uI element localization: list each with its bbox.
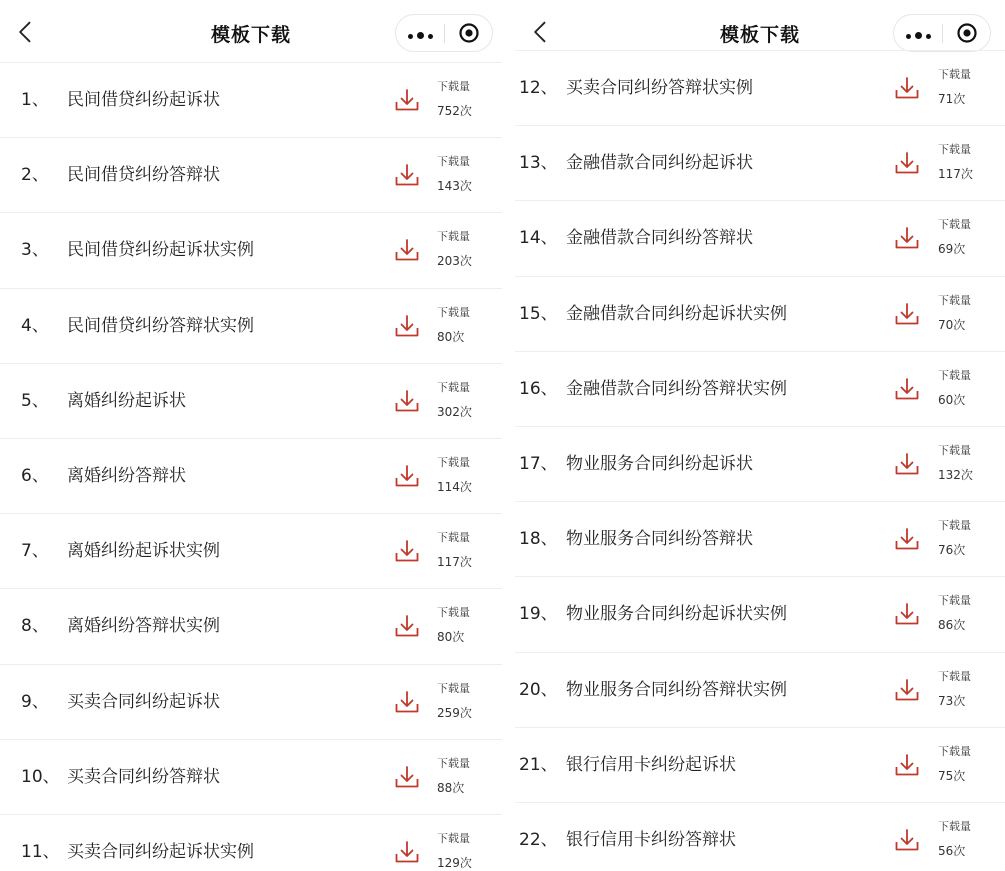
download-count-value: 132次: [938, 467, 973, 482]
more-button[interactable]: [396, 15, 444, 51]
download-count-value: 80次: [437, 630, 465, 645]
download-icon: [893, 676, 921, 704]
download-count: [938, 293, 998, 334]
download-count: [938, 819, 998, 860]
download-count-label: 下载量: [437, 155, 470, 169]
download-count: [437, 756, 497, 797]
download-icon: [393, 537, 421, 565]
download-count: [938, 518, 998, 559]
item-index: 2、: [21, 165, 49, 186]
download-count-label: 下载量: [938, 443, 971, 457]
download-icon: [393, 312, 421, 340]
item-name: 离婚纠纷起诉状: [67, 390, 186, 411]
download-button[interactable]: [893, 525, 921, 553]
download-count: [437, 530, 497, 571]
download-button[interactable]: [893, 450, 921, 478]
download-count: [437, 305, 497, 346]
list-item[interactable]: [515, 802, 1005, 871]
download-icon: [893, 375, 921, 403]
download-count-label: 下载量: [437, 756, 470, 770]
download-count-value: 86次: [938, 618, 966, 633]
download-count-value: 60次: [938, 392, 966, 407]
download-button[interactable]: [893, 149, 921, 177]
item-index: 8、: [21, 616, 49, 637]
download-count: [938, 368, 998, 409]
item-name: 离婚纠纷起诉状实例: [67, 541, 220, 562]
download-button[interactable]: [393, 161, 421, 189]
download-count-label: 下载量: [437, 305, 470, 319]
download-count-label: 下载量: [437, 455, 470, 469]
item-index: 11、: [21, 841, 60, 862]
item-name: 离婚纠纷答辩状: [67, 465, 186, 486]
download-count: [437, 380, 497, 421]
download-count-label: 下载量: [938, 519, 971, 533]
item-index: 12、: [519, 78, 558, 98]
target-icon: [458, 22, 480, 44]
download-icon: [893, 600, 921, 628]
list-item[interactable]: [515, 125, 1005, 200]
download-count-value: 88次: [437, 780, 465, 795]
item-index: 20、: [519, 679, 558, 700]
download-button[interactable]: [893, 74, 921, 102]
download-count-value: 56次: [938, 843, 966, 858]
item-name: 买卖合同纠纷答辩状实例: [566, 78, 753, 98]
download-count: [437, 154, 497, 195]
list-item[interactable]: [0, 588, 502, 663]
more-dots-icon: [406, 24, 435, 43]
item-name: 金融借款合同纠纷答辩状实例: [566, 378, 787, 399]
download-count-label: 下载量: [437, 531, 470, 545]
item-name: 物业服务合同纠纷起诉状实例: [566, 604, 787, 625]
download-count-label: 下载量: [437, 230, 470, 244]
download-count-label: 下载量: [437, 606, 470, 620]
item-index: 4、: [21, 315, 49, 336]
list-item[interactable]: [0, 212, 502, 287]
item-index: 21、: [519, 754, 558, 775]
download-icon: [393, 387, 421, 415]
download-icon: [393, 86, 421, 114]
download-button[interactable]: [393, 86, 421, 114]
list-item[interactable]: [515, 276, 1005, 351]
download-button[interactable]: [393, 387, 421, 415]
list-item[interactable]: [515, 652, 1005, 727]
download-button[interactable]: [893, 826, 921, 854]
download-button[interactable]: [393, 537, 421, 565]
more-button[interactable]: [894, 15, 942, 51]
download-count: [437, 605, 497, 646]
item-index: 1、: [21, 90, 49, 110]
download-count: [938, 443, 998, 484]
list-item[interactable]: [515, 200, 1005, 275]
download-button[interactable]: [393, 688, 421, 716]
nav-bar: [0, 0, 502, 64]
panel-gap: [502, 0, 515, 871]
item-index: 17、: [519, 453, 558, 474]
download-icon: [393, 236, 421, 264]
download-button[interactable]: [893, 300, 921, 328]
item-index: 22、: [519, 829, 558, 850]
item-name: 买卖合同纠纷答辩状: [67, 766, 220, 787]
download-count-label: 下载量: [938, 669, 971, 683]
download-count-value: 73次: [938, 693, 966, 708]
list-item[interactable]: [0, 513, 502, 588]
item-name: 民间借贷纠纷起诉状: [67, 90, 220, 110]
list-item[interactable]: [0, 62, 502, 137]
download-count-value: 129次: [437, 855, 472, 870]
item-index: 19、: [519, 604, 558, 625]
item-index: 18、: [519, 529, 558, 550]
download-button[interactable]: [393, 763, 421, 791]
download-count-value: 70次: [938, 317, 966, 332]
download-button[interactable]: [393, 236, 421, 264]
download-count-label: 下载量: [437, 681, 470, 695]
download-count-value: 117次: [938, 167, 973, 182]
download-count: [437, 455, 497, 496]
item-index: 14、: [519, 228, 558, 249]
download-count: [938, 593, 998, 634]
download-count: [938, 142, 998, 183]
download-count-label: 下载量: [938, 744, 971, 758]
download-icon: [893, 525, 921, 553]
download-count: [437, 79, 497, 120]
item-index: 9、: [21, 691, 49, 712]
download-count-value: 203次: [437, 254, 472, 269]
download-count: [437, 831, 497, 871]
item-name: 金融借款合同纠纷答辩状: [566, 228, 753, 249]
item-index: 15、: [519, 303, 558, 324]
download-count-label: 下载量: [938, 68, 971, 81]
download-count-value: 69次: [938, 242, 966, 257]
download-icon: [893, 826, 921, 854]
item-name: 民间借贷纠纷答辩状: [67, 165, 220, 186]
download-icon: [893, 149, 921, 177]
list-item[interactable]: [515, 426, 1005, 501]
item-name: 民间借贷纠纷答辩状实例: [67, 315, 254, 336]
list-item[interactable]: [515, 501, 1005, 576]
capsule-menu: [395, 14, 493, 52]
list-item[interactable]: [0, 814, 502, 871]
download-count-value: 302次: [437, 404, 472, 419]
download-icon: [393, 462, 421, 490]
item-index: 7、: [21, 541, 49, 562]
target-icon: [956, 22, 978, 44]
download-icon: [393, 763, 421, 791]
download-count-value: 117次: [437, 555, 472, 570]
download-icon: [893, 224, 921, 252]
template-list: [515, 50, 1005, 871]
item-index: 10、: [21, 766, 60, 787]
download-count-label: 下载量: [437, 80, 470, 93]
download-button[interactable]: [893, 375, 921, 403]
item-name: 物业服务合同纠纷答辩状: [566, 529, 753, 550]
list-item[interactable]: [0, 137, 502, 212]
item-name: 离婚纠纷答辩状实例: [67, 616, 220, 637]
download-count-label: 下载量: [437, 831, 470, 845]
template-list: [0, 62, 502, 871]
item-index: 16、: [519, 378, 558, 399]
list-item[interactable]: [515, 576, 1005, 651]
list-item[interactable]: [515, 727, 1005, 802]
download-button[interactable]: [393, 312, 421, 340]
list-item[interactable]: [0, 363, 502, 438]
item-index: 6、: [21, 465, 49, 486]
download-count-label: 下载量: [938, 143, 971, 157]
item-name: 金融借款合同纠纷起诉状实例: [566, 303, 787, 324]
close-miniprogram-button[interactable]: [943, 15, 990, 51]
item-name: 银行信用卡纠纷答辩状: [566, 829, 736, 850]
list-item[interactable]: [0, 739, 502, 814]
download-icon: [393, 838, 421, 866]
page-title: 模板下载: [719, 24, 800, 46]
download-button[interactable]: [893, 676, 921, 704]
item-index: 3、: [21, 240, 49, 261]
download-count: [938, 67, 998, 108]
download-icon: [393, 161, 421, 189]
left-screen: [0, 0, 502, 871]
list-item[interactable]: [0, 288, 502, 363]
download-button[interactable]: [893, 600, 921, 628]
download-button[interactable]: [893, 751, 921, 779]
download-button[interactable]: [893, 224, 921, 252]
close-miniprogram-button[interactable]: [445, 15, 492, 51]
download-count-value: 75次: [938, 768, 966, 783]
download-icon: [893, 74, 921, 102]
download-count: [938, 744, 998, 785]
download-count-value: 752次: [437, 104, 472, 118]
download-count-label: 下载量: [437, 380, 470, 394]
download-icon: [893, 751, 921, 779]
list-item[interactable]: [0, 664, 502, 739]
download-count-value: 76次: [938, 543, 966, 558]
capsule-menu: [893, 14, 991, 52]
list-item[interactable]: [0, 438, 502, 513]
download-icon: [393, 612, 421, 640]
download-count-label: 下载量: [938, 594, 971, 608]
download-count: [938, 217, 998, 258]
item-name: 银行信用卡纠纷起诉状: [566, 754, 736, 775]
download-count-value: 80次: [437, 329, 465, 344]
download-count-label: 下载量: [938, 368, 971, 382]
download-count-value: 114次: [437, 479, 472, 494]
item-name: 物业服务合同纠纷答辩状实例: [566, 679, 787, 700]
more-dots-icon: [904, 24, 933, 43]
download-button[interactable]: [393, 612, 421, 640]
download-count: [437, 229, 497, 270]
download-icon: [393, 688, 421, 716]
item-name: 买卖合同纠纷起诉状实例: [67, 841, 254, 862]
download-count-value: 143次: [437, 179, 472, 194]
download-count-label: 下载量: [938, 218, 971, 232]
download-button[interactable]: [393, 462, 421, 490]
download-count: [938, 669, 998, 710]
download-icon: [893, 300, 921, 328]
page-title: 模板下载: [210, 24, 291, 46]
download-count: [437, 681, 497, 722]
item-name: 物业服务合同纠纷起诉状: [566, 453, 753, 474]
download-count-label: 下载量: [938, 293, 971, 307]
list-item[interactable]: [515, 50, 1005, 125]
list-item[interactable]: [515, 351, 1005, 426]
item-name: 金融借款合同纠纷起诉状: [566, 153, 753, 174]
download-count-value: 71次: [938, 92, 966, 106]
item-index: 13、: [519, 153, 558, 174]
download-button[interactable]: [393, 838, 421, 866]
item-index: 5、: [21, 390, 49, 411]
download-icon: [893, 450, 921, 478]
download-count-value: 259次: [437, 705, 472, 720]
item-name: 买卖合同纠纷起诉状: [67, 691, 220, 712]
download-count-label: 下载量: [938, 819, 971, 833]
right-screen: [515, 0, 1005, 871]
item-name: 民间借贷纠纷起诉状实例: [67, 240, 254, 261]
